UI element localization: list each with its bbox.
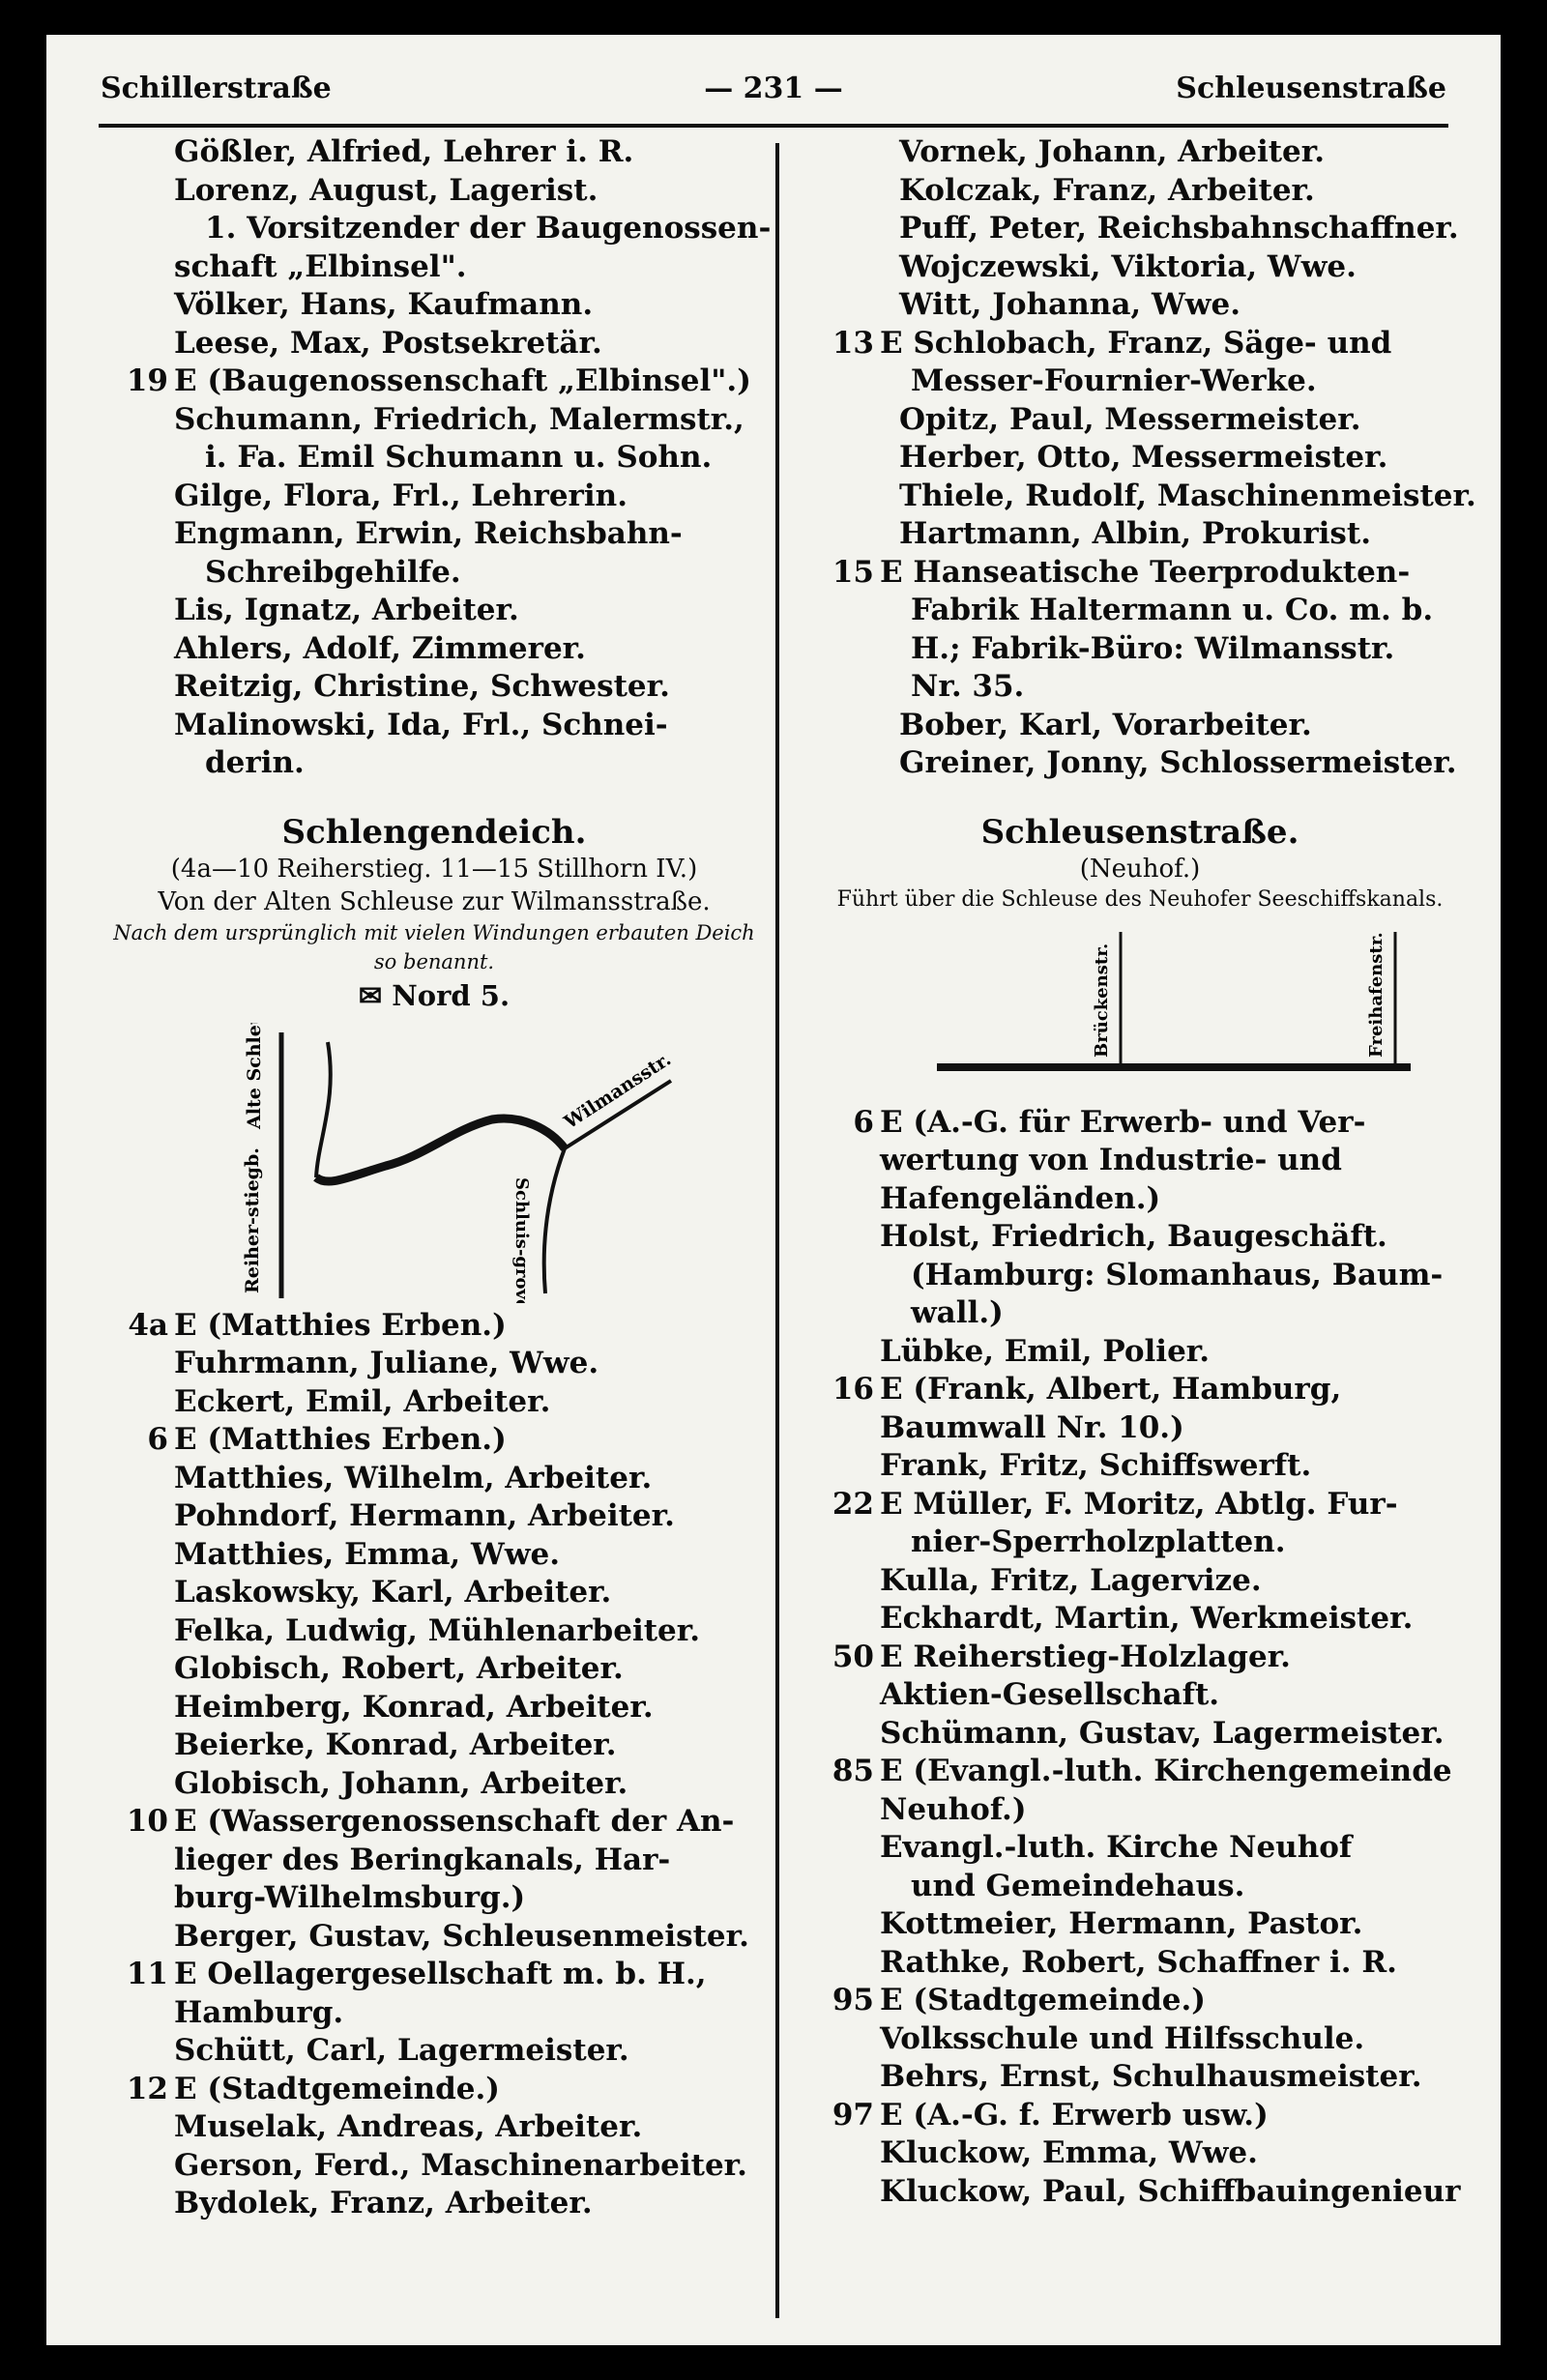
street-origin-note: Nach dem ursprünglich mit vielen Windungen erbauten Deich so benannt. [113,920,755,973]
map-schlengendeich-road [316,1118,565,1181]
resident-entry [806,2058,1474,2097]
entry-text: Kolczak, Franz, Arbeiter. [899,172,1315,208]
entry-text: Malinowski, Ida, Frl., Schnei- [174,707,668,742]
resident-entry [101,133,768,172]
resident-entry [101,1612,768,1651]
house-number-entry [101,2071,768,2109]
street-range: (4a—10 Reiherstieg. 11—15 Stillhorn IV.) [170,854,698,884]
entry-text: E (Matthies Erben.) [174,1422,507,1457]
resident-entry [101,515,768,554]
house-number-entry [806,1486,1474,1524]
entry-text: Neuhof.) [880,1791,1027,1827]
entry-text: Lis, Ignatz, Arbeiter. [174,593,519,627]
entry-text: E (Baugenossenschaft „Elbinsel".) [174,363,751,398]
resident-entry [101,592,768,630]
entry-text: Lübke, Emil, Polier. [880,1333,1211,1369]
entry-text: Felka, Ludwig, Mühlenarbeiter. [174,1612,701,1648]
entry-text: Laskowsky, Karl, Arbeiter. [174,1575,612,1610]
house-number: 11 [126,1957,168,1991]
entry-text: Greiner, Jonny, Schlossermeister. [899,745,1457,780]
entry-text: Rathke, Robert, Schaffner i. R. [880,1944,1397,1980]
entry-list-schlengendeich-continued [806,133,1474,783]
street-district: (Neuhof.) [1079,854,1201,884]
resident-entry [101,744,768,783]
entry-text: Schütt, Carl, Lagermeister. [174,2033,629,2068]
house-number: 95 [832,1983,874,2017]
map-curve-upper [316,1042,331,1177]
house-number: 13 [832,325,874,361]
column-divider [775,143,779,2318]
header-left-street: Schillerstraße [101,72,332,105]
resident-entry [101,439,768,478]
entry-text: E (Evangl.-luth. Kirchengemeinde [880,1754,1452,1788]
entry-text: 1. Vorsitzender der Baugenossen- [205,211,772,246]
resident-entry [806,1676,1474,1715]
house-number: 12 [126,2071,168,2106]
resident-entry [101,1345,768,1383]
resident-entry [806,630,1474,669]
entry-text: Frank, Fritz, Schiffswerft. [880,1448,1312,1483]
map-schluisgrove-road [544,1148,565,1293]
resident-entry [101,1574,768,1612]
entry-text: Globisch, Johann, Arbeiter. [174,1765,628,1801]
resident-entry [806,248,1474,287]
resident-entry [101,2032,768,2071]
entry-list-schleusenstrasse [806,1104,1474,2212]
resident-entry [806,439,1474,478]
house-number: 6 [853,1104,874,1140]
entry-text: Globisch, Robert, Arbeiter. [174,1651,624,1686]
resident-entry [101,630,768,669]
house-number-entry [101,1956,768,1994]
entry-text: Volksschule und Hilfsschule. [880,2020,1365,2056]
entry-text: Baumwall Nr. 10.) [880,1409,1184,1445]
entry-text: Eckhardt, Martin, Werkmeister. [880,1601,1414,1636]
house-number-entry [101,1803,768,1842]
street-route: Von der Alten Schleuse zur Wilmansstraße. [158,886,711,916]
entry-text: E Schlobach, Franz, Säge- und [880,325,1392,361]
house-number-entry [806,554,1474,593]
resident-entry [806,1294,1474,1333]
map-label-brueckenstr: Brückenstr. [1092,943,1112,1058]
map-label-schluisgrove: Schluis-grove [511,1176,532,1303]
resident-entry [806,363,1474,401]
map-svg [183,1023,686,1303]
entry-text: Behrs, Ernst, Schulhausmeister. [880,2059,1422,2094]
entry-text: burg-Wilhelmsburg.) [174,1880,526,1915]
right-column [806,133,1474,2211]
entry-text: Hafengeländen.) [880,1180,1161,1216]
street-route-note: Führt über die Schleuse des Neuhofer Seeschiffskanals. [836,886,1444,912]
resident-entry [806,1829,1474,1868]
entry-text: Heimberg, Konrad, Arbeiter. [174,1689,654,1725]
house-number-entry [806,2097,1474,2135]
house-number: 97 [832,2097,874,2133]
resident-entry [101,1497,768,1536]
street-map-schlengendeich [183,1023,686,1303]
house-number: 10 [126,1804,168,1839]
resident-entry [806,744,1474,783]
resident-entry [101,325,768,363]
map-label-freihafenstr: Freihafenstr. [1366,931,1386,1058]
house-number-entry [806,1104,1474,1143]
entry-text: Thiele, Rudolf, Maschinenmeister. [899,478,1476,513]
entry-text: E (Wassergenossenschaft der An- [174,1804,735,1839]
resident-entry [101,1650,768,1689]
map-svg-right [831,922,1449,1087]
resident-entry [806,1142,1474,1180]
entry-text: Leese, Max, Postsekretär. [174,325,602,361]
entry-text: Fabrik Haltermann u. Co. m. b. [911,593,1434,627]
entry-text: Kottmeier, Hermann, Pastor. [880,1906,1363,1941]
entry-text: Gilge, Flora, Frl., Lehrerin. [174,478,628,513]
resident-entry [806,2173,1474,2212]
entry-text: E (A.-G. f. Erwerb usw.) [880,2097,1269,2133]
resident-entry [101,1383,768,1422]
street-map-schleusenstrasse [831,922,1449,1087]
entry-list-schlengendeich [101,1307,768,2223]
house-number-entry [101,1307,768,1346]
entry-text: Kluckow, Paul, Schiffbauingenieur [880,2173,1461,2209]
entry-text: Berger, Gustav, Schleusenmeister. [174,1918,749,1954]
entry-text: Pohndorf, Hermann, Arbeiter. [174,1498,675,1533]
resident-entry [806,1562,1474,1601]
resident-entry [101,1765,768,1804]
resident-entry [806,1218,1474,1257]
resident-entry [806,1600,1474,1639]
entry-text: wertung von Industrie- und [880,1143,1342,1177]
house-number-entry [806,1371,1474,1409]
entry-text: E (Matthies Erben.) [174,1307,507,1343]
entry-text: derin. [205,745,305,780]
entry-text: Matthies, Wilhelm, Arbeiter. [174,1460,653,1495]
entry-text: E Müller, F. Moritz, Abtlg. Fur- [880,1486,1398,1522]
entry-text: E (Frank, Albert, Hamburg, [880,1372,1342,1407]
resident-entry [806,210,1474,248]
resident-entry [806,1409,1474,1448]
map-label-wilmansstr: Wilmansstr. [560,1048,676,1133]
house-number-entry [806,325,1474,363]
resident-entry [806,668,1474,707]
house-number-entry [806,1753,1474,1791]
house-number: 15 [832,554,874,590]
entry-text: Hartmann, Albin, Prokurist. [899,516,1371,551]
entry-text: Kulla, Fritz, Lagervize. [880,1562,1262,1598]
house-number: 19 [126,363,168,398]
resident-entry [806,2134,1474,2173]
entry-text: Bydolek, Franz, Arbeiter. [174,2186,593,2220]
entry-text: Aktien-Gesellschaft. [880,1677,1220,1712]
resident-entry [806,1791,1474,1830]
entry-text: Evangl.-luth. Kirche Neuhof [880,1830,1353,1865]
resident-entry [806,592,1474,630]
house-number: 4a [128,1307,168,1343]
resident-entry [101,1879,768,1918]
entry-text: Witt, Johanna, Wwe. [899,287,1241,322]
entry-text: Vornek, Johann, Arbeiter. [899,134,1326,169]
street-title-schlengendeich: Schlengendeich. [281,812,587,852]
resident-entry [806,1944,1474,1983]
house-number: 6 [147,1422,168,1457]
entry-text: Holst, Friedrich, Baugeschäft. [880,1219,1387,1254]
entry-text: Puff, Peter, Reichsbahnschaffner. [899,211,1459,246]
directory-page [46,35,1501,2345]
page-number: — 231 — [704,72,843,105]
resident-entry [101,172,768,211]
resident-entry [101,1842,768,1880]
resident-entry [806,133,1474,172]
resident-entry [101,401,768,440]
resident-entry [101,2185,768,2223]
resident-entry [806,1257,1474,1295]
resident-entry [806,478,1474,516]
map-label-alte-schleuse: Alte Schleuse [244,1022,265,1129]
entry-text: Bober, Karl, Vorarbeiter. [899,707,1312,742]
resident-entry [101,554,768,593]
left-column [101,133,772,2223]
street-title-schleusenstrasse: Schleusenstraße. [980,812,1299,852]
map-label-reiherstieg: Reiher-stiegb. [242,1146,263,1293]
entry-text: Hamburg. [174,1994,344,2030]
entry-text: Eckert, Emil, Arbeiter. [174,1383,551,1419]
house-number-entry [101,363,768,401]
resident-entry [806,1180,1474,1219]
entry-text: Schümann, Gustav, Lagermeister. [880,1715,1445,1751]
entry-text: Schumann, Friedrich, Malermstr., [174,401,744,437]
house-number: 22 [832,1486,874,1522]
resident-entry [101,1994,768,2033]
entry-text: schaft „Elbinsel". [174,248,467,284]
entry-text: Wojczewski, Viktoria, Wwe. [899,248,1357,284]
resident-entry [101,210,772,248]
entry-text: Nr. 35. [911,669,1025,704]
resident-entry [806,401,1474,440]
entry-text: Messer-Fournier-Werke. [911,363,1317,398]
header-right-street: Schleusenstraße [1176,72,1446,105]
resident-entry [806,1447,1474,1486]
resident-entry [101,1536,768,1575]
resident-entry [806,1868,1474,1906]
resident-entry [806,1715,1474,1754]
entry-text: und Gemeindehaus. [911,1868,1245,1903]
entry-text: nier-Sperrholzplatten. [911,1524,1286,1559]
resident-entry [806,286,1474,325]
resident-entry [806,1524,1474,1562]
resident-entry [806,707,1474,745]
entry-text: Schreibgehilfe. [205,554,461,590]
header-rule [99,124,1448,128]
resident-entry [101,1460,768,1498]
entry-text: E (Stadtgemeinde.) [880,1983,1206,2017]
house-number-entry [101,1421,768,1460]
house-number: 50 [832,1639,874,1674]
resident-entry [101,1689,768,1727]
resident-entry [806,172,1474,211]
resident-entry [101,1727,768,1765]
entry-text: Muselak, Andreas, Arbeiter. [174,2109,643,2144]
house-number-entry [806,1982,1474,2020]
entry-text: Ahlers, Adolf, Zimmerer. [174,630,586,666]
resident-entry [101,286,768,325]
entry-text: Lorenz, August, Lagerist. [174,172,598,208]
entry-text: Engmann, Erwin, Reichsbahn- [174,516,683,551]
entry-text: Fuhrmann, Juliane, Wwe. [174,1346,599,1380]
entry-text: Gößler, Alfried, Lehrer i. R. [174,134,634,169]
resident-entry [101,248,768,287]
entry-text: lieger des Beringkanals, Har- [174,1842,671,1877]
entry-text: E (Stadtgemeinde.) [174,2071,500,2106]
entry-text: i. Fa. Emil Schumann u. Sohn. [205,440,713,475]
page-header [101,62,1446,120]
entry-text: Opitz, Paul, Messermeister. [899,401,1361,437]
entry-text: Matthies, Emma, Wwe. [174,1536,561,1572]
resident-entry [806,515,1474,554]
postal-district: ✉ Nord 5. [358,978,511,1012]
entry-text: Herber, Otto, Messermeister. [899,440,1388,475]
entry-text: wall.) [911,1295,1004,1330]
entry-text: Gerson, Ferd., Maschinenarbeiter. [174,2147,747,2183]
entry-text: Beierke, Konrad, Arbeiter. [174,1727,617,1762]
house-number: 16 [832,1372,874,1407]
resident-entry [101,2108,768,2147]
entry-text: E Hanseatische Teerprodukten- [880,554,1411,590]
entry-text: E Oellagergesellschaft m. b. H., [174,1957,707,1991]
entry-text: Kluckow, Emma, Wwe. [880,2135,1258,2170]
resident-entry [101,2147,768,2186]
resident-entry [806,2020,1474,2059]
house-number-entry [806,1639,1474,1677]
resident-entry [101,707,768,745]
resident-entry [806,1333,1474,1372]
resident-entry [101,668,768,707]
house-number: 85 [832,1754,874,1788]
resident-entry [101,478,768,516]
resident-entry [101,1918,768,1957]
entry-text: H.; Fabrik-Büro: Wilmansstr. [911,630,1395,666]
entry-text: Reitzig, Christine, Schwester. [174,669,670,704]
resident-entry [806,1905,1474,1944]
entry-text: (Hamburg: Slomanhaus, Baum- [911,1257,1444,1292]
entry-text: Völker, Hans, Kaufmann. [174,287,594,322]
entry-text: E Reiherstieg-Holzlager. [880,1639,1291,1674]
entry-text: E (A.-G. für Erwerb- und Ver- [880,1104,1366,1140]
entry-list-schillerstrasse [101,133,772,783]
